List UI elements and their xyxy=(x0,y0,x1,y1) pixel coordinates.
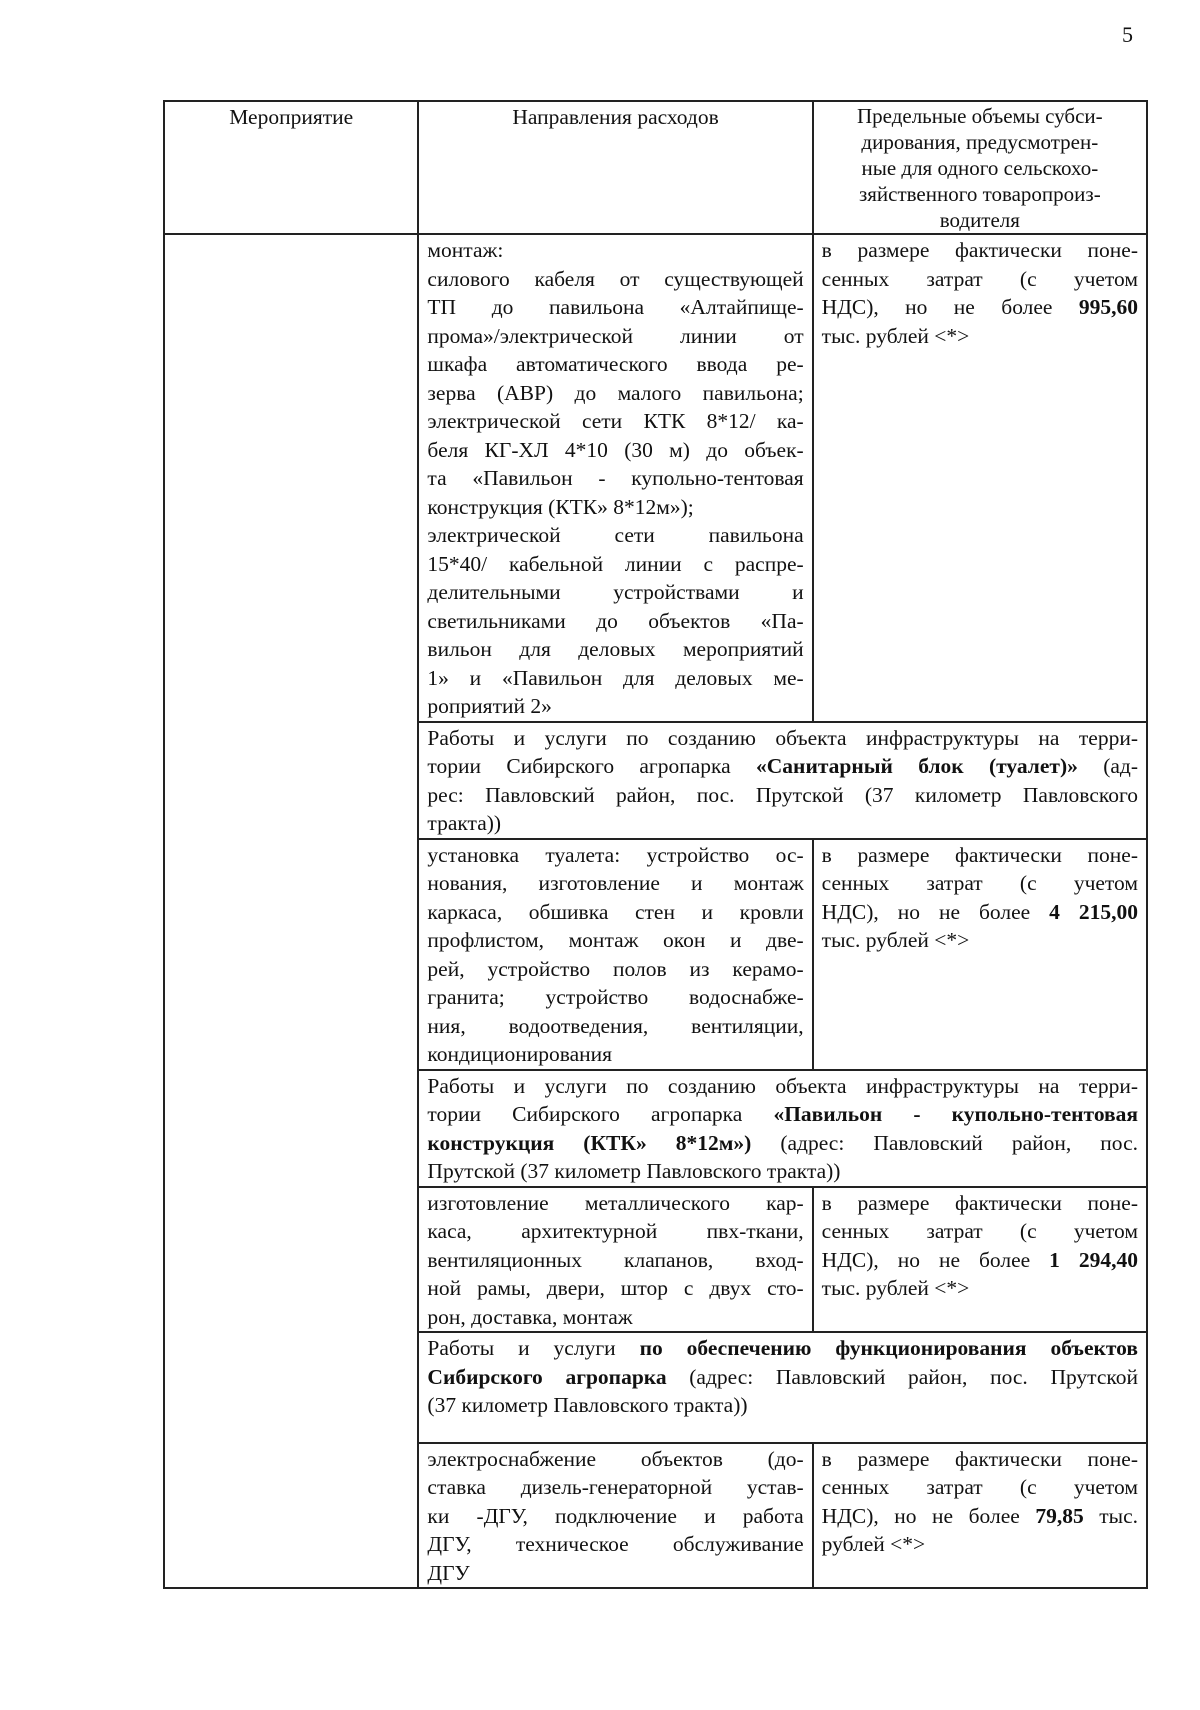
header-event: Мероприятие xyxy=(164,101,418,234)
limit-line xyxy=(822,898,1138,927)
directions-line: рон, доставка, монтаж xyxy=(427,1304,633,1329)
section-text: (ад- xyxy=(1103,754,1139,778)
section-line xyxy=(427,752,1138,781)
section-text: (адрес: Павловский район, пос. xyxy=(780,1130,1138,1155)
limit-text: НДС), но не более xyxy=(821,1503,1020,1528)
directions-line: нования, изготовление и монтаж xyxy=(427,871,804,895)
event-cell xyxy=(164,234,418,1588)
section-object-name: по обеспечению функционирования объектов xyxy=(639,1336,1138,1360)
limit-line: рублей <*> xyxy=(821,1532,926,1556)
section-text: (адрес: Павловский район, пос. Прутской xyxy=(689,1364,1138,1389)
section-line: Работы и услуги по созданию объекта инфраструктуры на терри- xyxy=(427,725,1138,750)
section-line: (37 километр Павловского тракта)) xyxy=(427,1393,748,1417)
limit-line: в размере фактически поне- xyxy=(821,1446,1138,1471)
section-object-name: Сибирского агропарка xyxy=(427,1364,667,1389)
section-title-cell xyxy=(418,1332,1147,1443)
header-limits-line: ные для одного сельскохо- xyxy=(861,156,1099,180)
limit-amount: 1 294,40 xyxy=(1049,1247,1139,1272)
directions-line: 1» и «Павильон для деловых ме- xyxy=(427,665,804,690)
limit-line: сенных затрат (с учетом xyxy=(821,1475,1138,1499)
limit-text: НДС), но не более xyxy=(821,1247,1031,1272)
directions-line: каркаса, обшивка стен и кровли xyxy=(427,899,804,924)
limit-line: сенных затрат (с учетом xyxy=(821,871,1138,895)
section-text: тории Сибирского агропарка xyxy=(427,754,731,778)
directions-line: каса, архитектурной пвх-ткани, xyxy=(427,1219,804,1243)
directions-line: установка туалета: устройство ос- xyxy=(427,842,804,867)
directions-line: ставка дизель-генераторной устав- xyxy=(427,1475,804,1499)
directions-line: монтаж: xyxy=(427,238,504,262)
table-header-row xyxy=(164,101,1147,234)
header-limits-line: водителя xyxy=(939,208,1020,232)
directions-cell xyxy=(418,839,812,1070)
section-line: Работы и услуги по созданию объекта инфраструктуры на терри- xyxy=(427,1073,1138,1098)
section-line xyxy=(427,1334,1138,1363)
limit-line: в размере фактически поне- xyxy=(821,1190,1138,1215)
directions-line: силового кабеля от существующей xyxy=(427,266,804,291)
directions-line: ния, водоотведения, вентиляции, xyxy=(427,1013,804,1038)
limit-text: НДС), но не более xyxy=(821,295,1053,319)
limit-line xyxy=(822,293,1138,322)
limit-line: сенных затрат (с учетом xyxy=(821,266,1138,291)
limit-text: тыс. xyxy=(1099,1503,1139,1528)
directions-line: гранита; устройство водоснабже- xyxy=(427,985,804,1009)
limit-line: в размере фактически поне- xyxy=(821,842,1138,867)
directions-line: прома»/электрической линии от xyxy=(427,323,804,348)
directions-line: та «Павильон - купольно-тентовая xyxy=(427,466,804,490)
subsidy-table xyxy=(163,100,1148,1589)
header-limits-line: зяйственного товаропроиз- xyxy=(858,182,1101,206)
section-line: рес: Павловский район, пос. Прутской (37 километр Павловского xyxy=(427,782,1138,807)
section-text: тории Сибирского агропарка xyxy=(427,1102,743,1126)
section-text: Работы и услуги xyxy=(427,1336,616,1360)
directions-line: ДГУ, техническое обслуживание xyxy=(427,1532,804,1556)
directions-line: изготовление металлического кар- xyxy=(427,1190,804,1215)
limit-cell xyxy=(813,839,1147,1070)
directions-line: светильниками до объектов «Па- xyxy=(427,608,804,633)
directions-line: ки -ДГУ, подключение и работа xyxy=(427,1503,804,1528)
header-limits-line: дирования, предусмотрен- xyxy=(861,130,1099,154)
table-row xyxy=(164,234,1147,722)
limit-cell xyxy=(813,1443,1147,1589)
limit-line: сенных затрат (с учетом xyxy=(821,1219,1138,1243)
section-line: Прутской (37 километр Павловского тракта)) xyxy=(427,1159,841,1183)
directions-line: шкафа автоматического ввода ре- xyxy=(427,352,804,376)
directions-line: беля КГ-ХЛ 4*10 (30 м) до объек- xyxy=(427,437,804,462)
limit-cell xyxy=(813,1187,1147,1333)
limit-amount: 995,60 xyxy=(1078,295,1139,319)
directions-line: 15*40/ кабельной линии с распре- xyxy=(427,551,804,576)
limit-amount: 79,85 xyxy=(1035,1503,1084,1528)
directions-cell xyxy=(418,1187,812,1333)
page-number: 5 xyxy=(1122,22,1133,47)
directions-line: ной рамы, двери, штор с двух сто- xyxy=(427,1276,804,1300)
directions-line: кондиционирования xyxy=(427,1042,613,1066)
section-line xyxy=(427,1363,1138,1392)
section-object-name: «Санитарный блок (туалет)» xyxy=(756,754,1078,778)
limit-text: НДС), но не более xyxy=(821,899,1031,924)
section-title-cell xyxy=(418,722,1147,839)
limit-line: в размере фактически поне- xyxy=(821,238,1138,262)
directions-line: ДГУ xyxy=(427,1560,470,1585)
section-object-name: «Павильон - купольно-тентовая xyxy=(773,1102,1139,1126)
section-line: тракта)) xyxy=(427,811,502,835)
directions-line: электрической сети КТК 8*12/ ка- xyxy=(427,409,804,433)
section-object-name: конструкция (КТК» 8*12м») xyxy=(427,1130,752,1155)
directions-cell xyxy=(418,1443,812,1589)
header-limits xyxy=(813,101,1147,234)
limit-amount: 4 215,00 xyxy=(1049,899,1139,924)
directions-line: электрической сети павильона xyxy=(427,523,804,547)
directions-line: делительными устройствами и xyxy=(427,580,804,604)
directions-line: профлистом, монтаж окон и две- xyxy=(427,928,804,952)
directions-line: вильон для деловых мероприятий xyxy=(427,637,804,661)
limit-cell xyxy=(813,234,1147,722)
directions-line: электроснабжение объектов (до- xyxy=(427,1446,804,1471)
section-line xyxy=(427,1100,1138,1129)
directions-line: рей, устройство полов из керамо- xyxy=(427,956,804,981)
limit-line xyxy=(822,1502,1138,1531)
limit-line: тыс. рублей <*> xyxy=(821,1276,970,1300)
limit-line: тыс. рублей <*> xyxy=(821,928,970,952)
section-line xyxy=(427,1129,1138,1158)
limit-line: тыс. рублей <*> xyxy=(821,323,970,348)
directions-cell xyxy=(418,234,812,722)
directions-line: зерва (АВР) до малого павильона; xyxy=(427,380,804,405)
directions-line: вентиляционных клапанов, вход- xyxy=(427,1247,804,1272)
directions-line: конструкция (КТК» 8*12м»); xyxy=(427,494,694,519)
directions-line: роприятий 2» xyxy=(427,694,552,718)
section-title-cell xyxy=(418,1070,1147,1187)
limit-line xyxy=(822,1246,1138,1275)
header-limits-line: Предельные объемы субси- xyxy=(856,104,1103,128)
directions-line: ТП до павильона «Алтайпище- xyxy=(427,295,804,319)
header-directions: Направления расходов xyxy=(418,101,812,234)
